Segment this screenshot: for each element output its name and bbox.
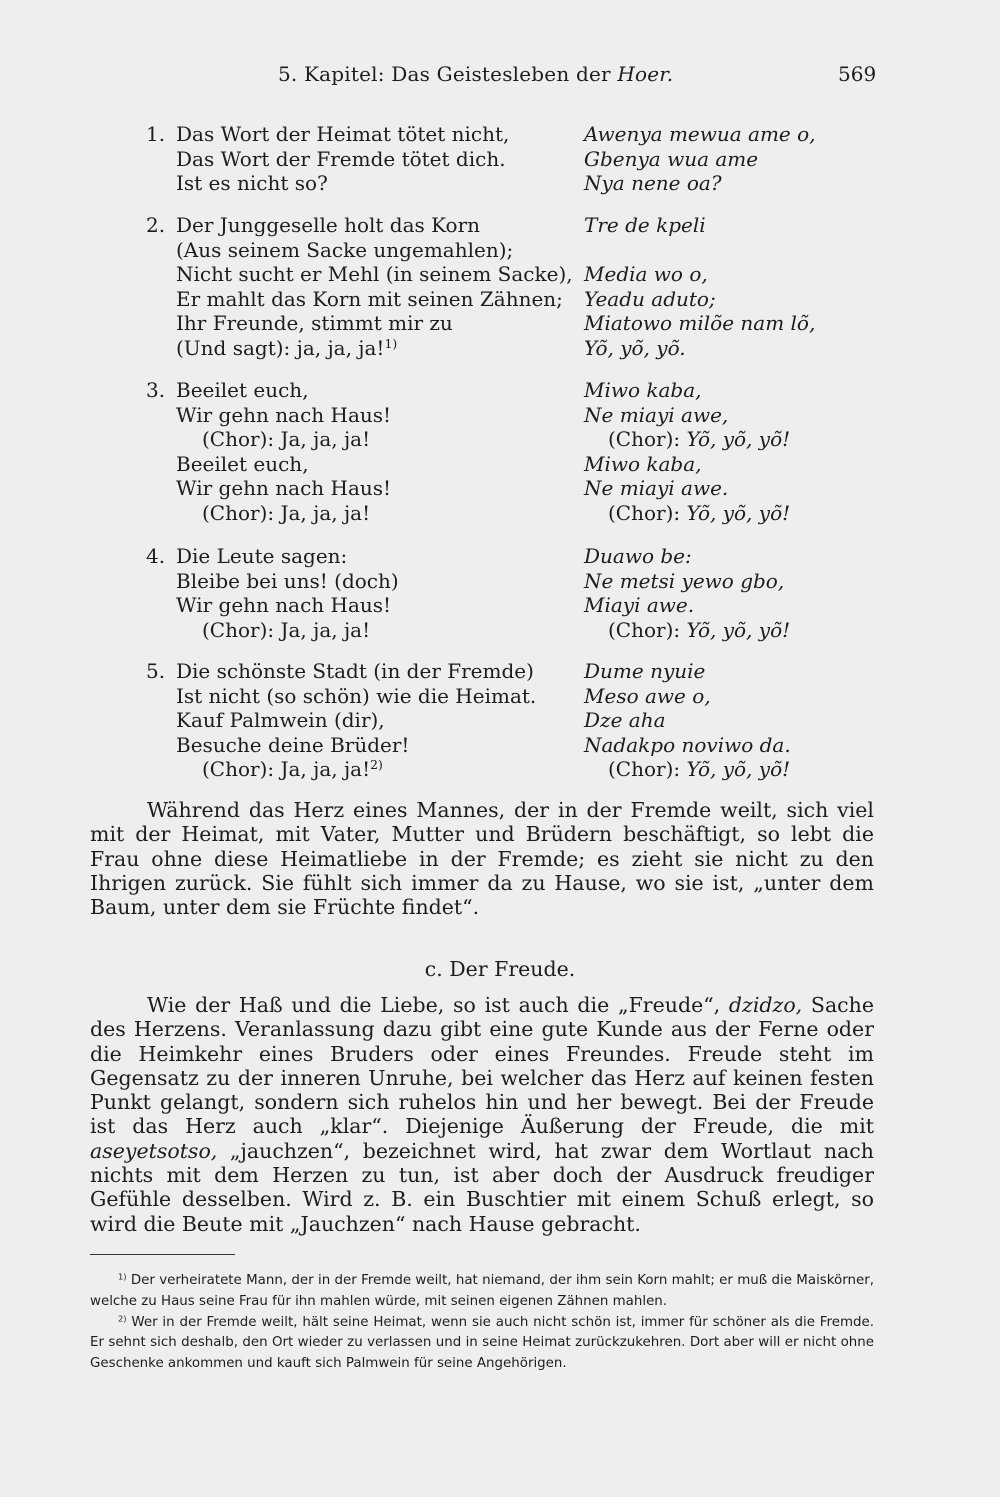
paragraph-text: Während das Herz eines Mannes, der in der Fremde weilt, sich viel mit der Heimat, mit Vater, Mutter und Brüdern beschäftigt, so lebt die Frau ohne diese Heimatliebe in der Fremde; es zieht sie nicht zu den Ihrigen zurück. Sie fühlt sich immer da zu Hause, wo sie ist, „unter dem Baum, unter dem sie Früchte findet“.: [90, 798, 874, 920]
ewe-verse-line: Dze aha: [584, 708, 666, 732]
german-verse-line: (Aus seinem Sacke ungemahlen);: [176, 237, 514, 262]
running-title-italic: Hoer.: [617, 62, 674, 86]
german-verse-line: Besuche deine Brüder!: [176, 732, 410, 757]
ewe-verse-line: Miwo kaba,: [584, 378, 702, 402]
german-verse-line: Die Leute sagen:: [176, 544, 348, 568]
footnote-1: $^{1)}$ Der verheiratete Mann, der in der Fremde weilt, hat niemand, der ihm sein Korn mahlt; er muß die Maiskörner, welche zu Haus seine Frau für ihn mahlen würde, mit seinen eigenen Zähnen mahlen.: [90, 1271, 874, 1309]
footnote-2: $^{2)}$ Wer in der Fremde weilt, hält seine Heimat, wenn sie auch nicht schön ist, immer für schöner als die Fremde. Er sehnt sich deshalb, den Ort wieder zu verlassen und in seine Heimat zurückzukehren. Dort aber will er nicht ohne Geschenke ankommen und kauft sich Palmwein für seine Angehörigen.: [90, 1313, 874, 1372]
ewe-verse-line: Nadakpo noviwo da.: [584, 732, 791, 757]
section-heading: c. Der Freude.: [424, 957, 576, 981]
german-verse-line: Bleibe bei uns! (doch): [176, 568, 399, 593]
ewe-verse-line: Gbenya wua ame: [584, 146, 759, 171]
song-number: 2.: [146, 213, 166, 237]
ewe-verse-line: Dume nyuie: [584, 659, 706, 683]
german-verse-line: Beeilet euch,: [176, 378, 309, 402]
paragraph-heimat: [90, 798, 874, 919]
footnote-reference: 2): [370, 757, 383, 773]
paragraph-freude: [90, 993, 874, 1236]
song-number: 5.: [146, 659, 166, 683]
paragraph-text: Wie der Haß und die Liebe, so ist auch die „Freude“, dzidzo, Sache des Herzens. Veranlassung dazu gibt eine gute Kunde aus der Ferne oder die Heimkehr eines Bruders oder eines Freundes. Freude steht im Gegensatz zu der inneren Unruhe, bei welcher das Herz auf keinen festen Punkt gelangt, sondern sich ruhelos hin und her bewegt. Bei der Freude ist das Herz auch „klar“. Diejenige Äußerung der Freude, die mit aseyetsotso, „jauchzen“, bezeichnet wird, hat zwar dem Wortlaut nach nichts mit dem Herzen zu tun, ist aber doch der Ausdruck freudiger Gefühle desselben. Wird z. B. ein Buschtier mit einem Schuß erlegt, so wird die Beute mit „Jauchzen“ nach Hause gebracht.: [90, 993, 874, 1236]
ewe-term: dzidzo,: [728, 993, 803, 1017]
footnote-marker: 2): [118, 1313, 127, 1324]
german-verse-line: (Chor): Ja, ja, ja!$^{2)}$: [202, 757, 383, 781]
page-number: 569: [838, 62, 877, 86]
ewe-term: aseyetsotso,: [90, 1138, 218, 1163]
german-verse-line: Wir gehn nach Haus!: [176, 593, 392, 617]
german-verse-line: (Chor): Ja, ja, ja!: [202, 427, 371, 451]
german-verse-line: Ist es nicht so?: [176, 171, 328, 195]
german-verse-line: Die schönste Stadt (in der Fremde): [176, 659, 534, 683]
german-verse-line: Das Wort der Fremde tötet dich.: [176, 146, 506, 171]
ewe-verse-line: Ne miayi awe.: [584, 476, 729, 500]
song-number: 1.: [146, 122, 166, 146]
german-verse-line: Ihr Freunde, stimmt mir zu: [176, 311, 453, 335]
ewe-verse-line: Yõ, yõ, yõ.: [584, 335, 686, 360]
ewe-verse-line: Nya nene oa?: [584, 171, 722, 195]
ewe-verse-line: Miatowo milõe nam lõ,: [584, 311, 816, 335]
ewe-verse-line: (Chor): Yõ, yõ, yõ!: [608, 500, 791, 525]
german-verse-line: (Und sagt): ja, ja, ja!$^{1)}$: [176, 335, 398, 360]
german-verse-line: (Chor): Ja, ja, ja!: [202, 617, 371, 642]
german-verse-line: Nicht sucht er Mehl (in seinem Sacke),: [176, 262, 573, 286]
ewe-verse-line: Ne metsi yewo gbo,: [584, 568, 785, 593]
german-verse-line: Beeilet euch,: [176, 451, 309, 476]
german-verse-line: Ist nicht (so schön) wie die Heimat.: [176, 683, 537, 708]
footnote-marker: 1): [118, 1271, 127, 1282]
ewe-verse-line: Miwo kaba,: [584, 451, 702, 476]
ewe-verse-line: Awenya mewua ame o,: [584, 122, 816, 146]
song-number: 4.: [146, 544, 166, 568]
german-verse-line: Wir gehn nach Haus!: [176, 476, 392, 500]
ewe-verse-line: Meso awe o,: [584, 683, 711, 708]
german-verse-line: Kauf Palmwein (dir),: [176, 708, 385, 732]
ewe-verse-line: Tre de kpeli: [584, 213, 706, 237]
ewe-verse-line: Yeadu aduto;: [584, 286, 716, 311]
german-verse-line: Er mahlt das Korn mit seinen Zähnen;: [176, 286, 563, 311]
ewe-verse-line: Duawo be:: [584, 544, 692, 568]
ewe-verse-line: Miayi awe.: [584, 593, 695, 617]
ewe-verse-line: (Chor): Yõ, yõ, yõ!: [608, 617, 791, 642]
footnotes: [90, 1271, 874, 1375]
german-verse-line: Der Junggeselle holt das Korn: [176, 213, 481, 237]
ewe-verse-line: (Chor): Yõ, yõ, yõ!: [608, 757, 791, 781]
running-title: 5. Kapitel: Das Geistesleben der Hoer.: [278, 62, 674, 86]
footnote-rule: [90, 1254, 235, 1255]
ewe-verse-line: Ne miayi awe,: [584, 402, 729, 427]
german-verse-line: Das Wort der Heimat tötet nicht,: [176, 122, 510, 146]
ewe-verse-line: Media wo o,: [584, 262, 708, 286]
german-verse-line: Wir gehn nach Haus!: [176, 402, 392, 427]
ewe-verse-line: (Chor): Yõ, yõ, yõ!: [608, 427, 791, 451]
page-header: [0, 62, 1000, 92]
song-number: 3.: [146, 378, 166, 402]
german-verse-line: (Chor): Ja, ja, ja!: [202, 500, 371, 525]
footnote-reference: 1): [384, 335, 398, 351]
